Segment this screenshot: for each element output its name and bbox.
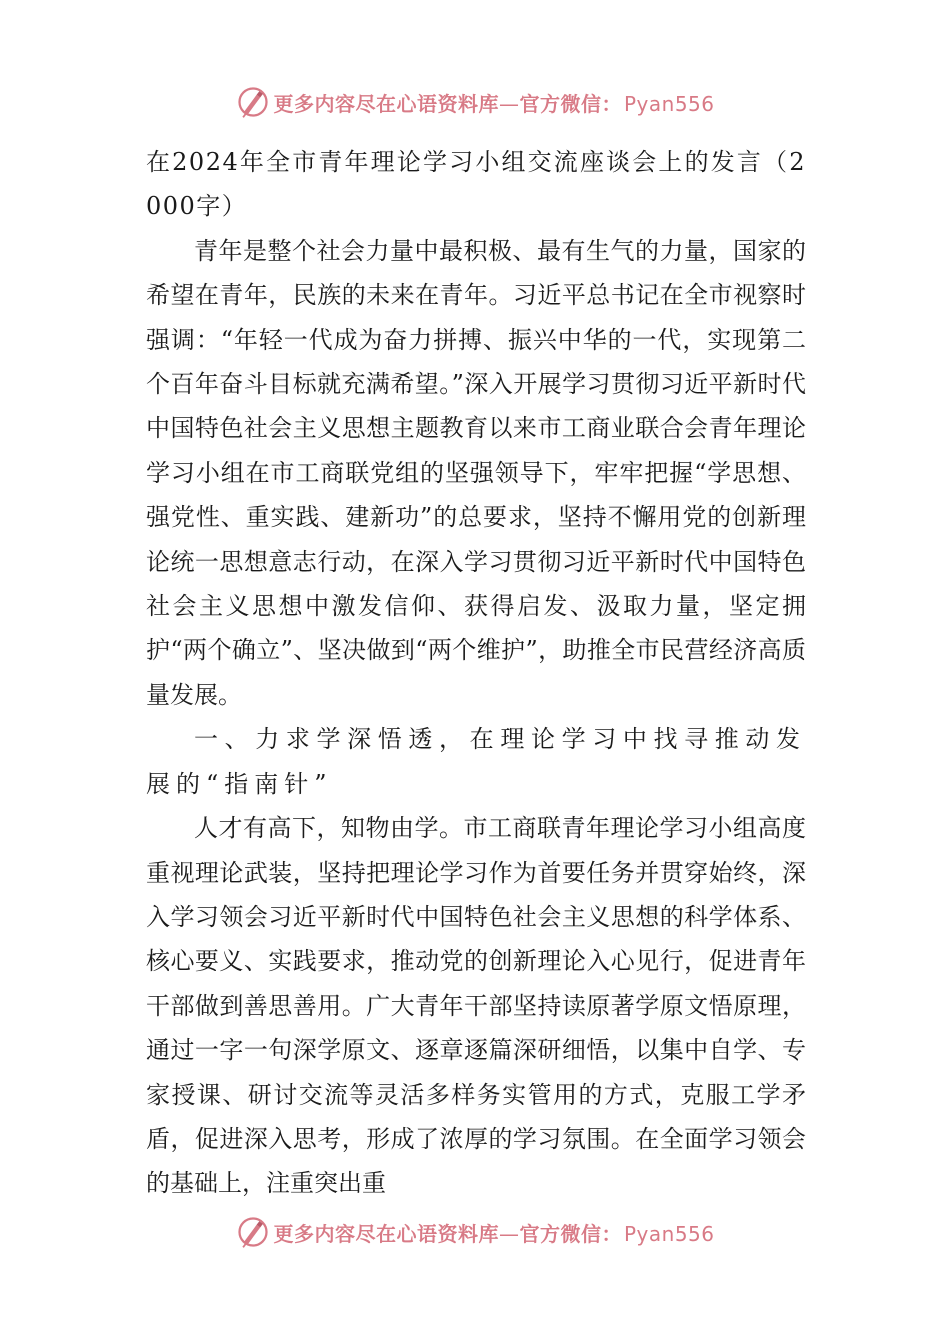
document-body xyxy=(146,140,806,1206)
watermark-text: 更多内容尽在心语资料库—官方微信： Pyan556 xyxy=(273,91,715,116)
paragraph-section-1: 人才有高下，知物由学。市工商联青年理论学习小组高度重视理论武装，坚持把理论学习作为首要任务并贯穿始终，深入学习领会习近平新时代中国特色社会主义思想的科学体系、核心要义、实践要求，推动党的创新理论入心见行，促进青年干部做到善思善用。广大青年干部坚持读原著学原文悟原理，通过一字一句深学原文、逐章逐篇深研细悟，以集中自学、专家授课、研讨交流等灵活多样务实管用的方式，克服工学矛盾，促进深入思考，形成了浓厚的学习氛围。在全面学习领会的基础上，注重突出重 xyxy=(146,814,806,1198)
watermark-banner-top xyxy=(0,82,950,122)
section-heading-1: 一、力求学深悟透，在理论学习中找寻推动发展的“指南针” xyxy=(146,725,806,798)
watermark-banner-bottom xyxy=(0,1212,950,1252)
pen-icon xyxy=(235,1214,271,1250)
watermark-text: 更多内容尽在心语资料库—官方微信： Pyan556 xyxy=(273,1221,715,1246)
paragraph-intro: 青年是整个社会力量中最积极、最有生气的力量，国家的希望在青年，民族的未来在青年。习近平总书记在全市视察时强调：“年轻一代成为奋力拼搏、振兴中华的一代，实现第二个百年奋斗目标就充满希望。”深入开展学习贯彻习近平新时代中国特色社会主义思想主题教育以来市工商业联合会青年理论学习小组在市工商联党组的坚强领导下，牢牢把握“学思想、强党性、重实践、建新功”的总要求，坚持不懈用党的创新理论统一思想意志行动，在深入学习贯彻习近平新时代中国特色社会主义思想中激发信仰、获得启发、汲取力量，坚定拥护“两个确立”、坚决做到“两个维护”，助推全市民营经济高质量发展。 xyxy=(146,236,806,709)
document-title: 在2024年全市青年理论学习小组交流座谈会上的发言（2000字） xyxy=(146,148,806,221)
pen-icon xyxy=(235,84,271,120)
